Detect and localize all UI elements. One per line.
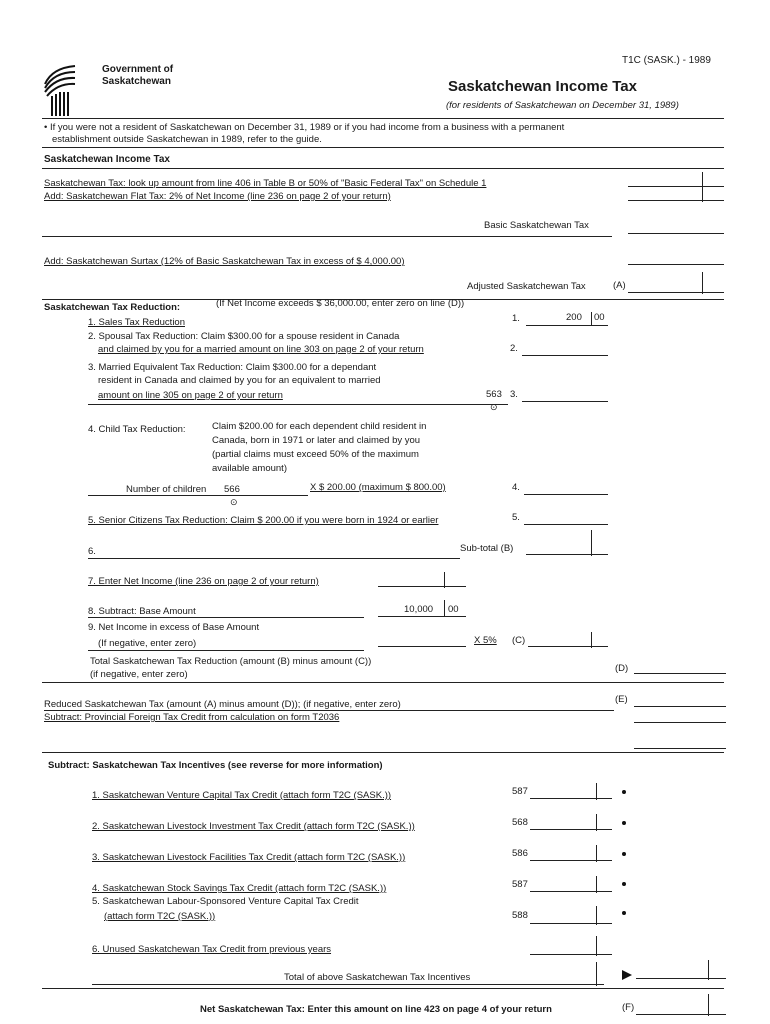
senior-reduction-num: 5. — [512, 512, 520, 523]
married-equivalent-line3: amount on line 305 on page 2 of your return — [98, 390, 283, 401]
base-amount-label: 8. Subtract: Base Amount — [88, 606, 196, 617]
cents-divider — [708, 960, 709, 980]
flat-tax-label: Add: Saskatchewan Flat Tax: 2% of Net Income (line 236 on page 2 of your return) — [44, 191, 391, 202]
tax-reduction-heading: Saskatchewan Tax Reduction: — [44, 302, 181, 313]
target-icon: ⊙ — [490, 402, 498, 412]
net-tax-label: Net Saskatchewan Tax: Enter this amount on line 423 on page 4 of your return — [200, 1004, 552, 1015]
surtax-field[interactable] — [628, 264, 724, 265]
incentive-livestock-investment-field[interactable] — [530, 829, 612, 830]
total-reduction-field[interactable] — [634, 673, 726, 674]
married-equivalent-num: 3. — [510, 389, 518, 400]
cents-divider — [591, 632, 592, 648]
incentive-venture-capital-label: 1. Saskatchewan Venture Capital Tax Credit (attach form T2C (SASK.)) — [92, 790, 392, 801]
cents-divider — [596, 814, 597, 831]
net-tax-field[interactable] — [636, 1014, 726, 1015]
cents-divider — [596, 906, 597, 925]
subtotal-b-field[interactable] — [526, 554, 608, 555]
married-equivalent-line1: 3. Married Equivalent Tax Reduction: Claim $300.00 for a dependant — [88, 362, 377, 373]
married-equivalent-field[interactable] — [522, 401, 608, 402]
sales-tax-reduction-label: 1. Sales Tax Reduction — [88, 317, 185, 328]
spousal-reduction-line1: 2. Spousal Tax Reduction: Claim $300.00 for a spouse resident in Canada — [88, 331, 400, 342]
cents-divider — [596, 936, 597, 956]
bullet-icon — [622, 852, 626, 856]
net-income-label: 7. Enter Net Income (line 236 on page 2 of your return) — [88, 576, 319, 587]
bullet-icon — [622, 882, 626, 886]
arrow-right-icon — [622, 970, 632, 980]
cents-divider — [444, 600, 445, 616]
sales-tax-reduction-field[interactable] — [526, 325, 608, 326]
sales-tax-reduction-num: 1. — [512, 313, 520, 324]
cents-divider — [596, 962, 597, 986]
net-income-field[interactable] — [378, 586, 466, 587]
unused-credit-field[interactable] — [530, 954, 612, 955]
spousal-reduction-line2: and claimed by you for a married amount on line 303 on page 2 of your return — [98, 344, 424, 355]
section-income-tax-heading: Saskatchewan Income Tax — [44, 154, 170, 165]
spousal-reduction-field[interactable] — [522, 355, 608, 356]
bullet-icon — [622, 790, 626, 794]
unused-credit-label: 6. Unused Saskatchewan Tax Credit from previous years — [92, 944, 332, 955]
reduced-tax-label: Reduced Saskatchewan Tax (amount (A) minus amount (D)); (if negative, enter zero) — [44, 699, 401, 710]
child-reduction-label: 4. Child Tax Reduction: — [88, 424, 186, 435]
cents-divider — [702, 172, 703, 202]
target-icon: ⊙ — [230, 497, 238, 507]
bullet-icon — [622, 911, 626, 915]
excess-income-field[interactable] — [378, 646, 466, 647]
total-reduction-line2: (if negative, enter zero) — [90, 669, 188, 680]
basic-tax-label: Basic Saskatchewan Tax — [484, 220, 589, 231]
incentive-venture-capital-field[interactable] — [530, 798, 612, 799]
form-title: Saskatchewan Income Tax — [448, 78, 637, 95]
residency-notice-line1: • If you were not a resident of Saskatchewan on December 31, 1989 or if you had income from a business with a permanent — [44, 122, 565, 133]
base-amount-dollars: 10,000 — [404, 604, 434, 615]
flat-tax-field[interactable] — [628, 200, 724, 201]
number-of-children-field[interactable] — [88, 495, 308, 496]
incentive-labour-sponsored-field[interactable] — [530, 923, 612, 924]
total-incentives-rule — [92, 984, 604, 985]
reduced-tax-field[interactable] — [634, 706, 726, 707]
incentive-labour-sponsored-code: 588 — [512, 910, 528, 921]
government-name-line2: Saskatchewan — [102, 76, 171, 87]
surtax-label: Add: Saskatchewan Surtax (12% of Basic Saskatchewan Tax in excess of $ 4,000.00) — [44, 256, 405, 267]
excess-code-c: (C) — [512, 635, 526, 646]
base-amount-cents: 00 — [448, 604, 459, 615]
child-reduction-line2: Canada, born in 1971 or later and claimed by you — [212, 435, 421, 446]
base-amount-rule — [88, 617, 364, 618]
excess-rate: X 5% — [474, 635, 497, 646]
form-code: T1C (SASK.) - 1989 — [622, 55, 711, 66]
total-incentives-label: Total of above Saskatchewan Tax Incentives — [284, 972, 471, 983]
cents-divider — [596, 876, 597, 893]
excess-c-field[interactable] — [528, 646, 608, 647]
saskatchewan-wheat-logo-icon — [42, 62, 78, 118]
incentive-labour-sponsored-line1: 5. Saskatchewan Labour-Sponsored Venture Capital Tax Credit — [92, 896, 359, 907]
incentive-livestock-facilities-code: 586 — [512, 848, 528, 859]
married-equivalent-code: 563 — [486, 389, 502, 400]
incentive-livestock-facilities-field[interactable] — [530, 860, 612, 861]
incentive-livestock-facilities-label: 3. Saskatchewan Livestock Facilities Tax Credit (attach form T2C (SASK.)) — [92, 852, 406, 863]
incentive-livestock-investment-label: 2. Saskatchewan Livestock Investment Tax Credit (attach form T2C (SASK.)) — [92, 821, 415, 832]
child-reduction-field[interactable] — [524, 494, 608, 495]
excess-income-line1: 9. Net Income in excess of Base Amount — [88, 622, 260, 633]
incentive-stock-savings-field[interactable] — [530, 891, 612, 892]
cents-divider — [702, 272, 703, 294]
children-calculation: X $ 200.00 (maximum $ 800.00) — [310, 482, 446, 493]
reduced-tax-code-e: (E) — [615, 694, 628, 705]
spousal-reduction-num: 2. — [510, 343, 518, 354]
child-reduction-line3: (partial claims must exceed 50% of the maximum — [212, 449, 419, 460]
saskatchewan-tax-label: Saskatchewan Tax: look up amount from line 406 in Table B or 50% of "Basic Federal Tax" on Schedule 1 — [44, 178, 487, 189]
subtotal-b-label: Sub-total (B) — [460, 543, 514, 554]
total-reduction-code-d: (D) — [615, 663, 629, 674]
senior-reduction-field[interactable] — [524, 524, 608, 525]
foreign-credit-field[interactable] — [634, 722, 726, 723]
section-income-tax-rule — [42, 168, 724, 169]
foreign-credit-label: Subtract: Provincial Foreign Tax Credit from calculation on form T2036 — [44, 712, 340, 723]
child-reduction-line1: Claim $200.00 for each dependent child resident in — [212, 421, 427, 432]
number-of-children-label: Number of children — [126, 484, 207, 495]
reduced-tax-rule — [44, 710, 614, 711]
bullet-icon — [622, 821, 626, 825]
child-reduction-line4: available amount) — [212, 463, 287, 474]
excess-income-line2: (If negative, enter zero) — [98, 638, 197, 649]
net-tax-code-f: (F) — [622, 1002, 635, 1013]
adjusted-tax-field[interactable] — [628, 292, 724, 293]
government-name-line1: Government of — [102, 64, 174, 75]
saskatchewan-tax-field[interactable] — [628, 186, 724, 187]
section-incentives-rule — [42, 752, 724, 753]
header-rule — [42, 118, 724, 119]
total-reduction-rule — [42, 682, 724, 683]
incentive-livestock-investment-code: 568 — [512, 817, 528, 828]
cents-divider — [591, 312, 592, 326]
tax-reduction-note: (If Net Income exceeds $ 36,000.00, enter zero on line (D)) — [216, 298, 465, 309]
incentive-stock-savings-code: 587 — [512, 879, 528, 890]
cents-divider — [708, 994, 709, 1016]
line-6-label: 6. — [88, 546, 96, 557]
sales-tax-reduction-dollars: 200 — [566, 312, 582, 323]
cents-divider — [596, 783, 597, 800]
child-reduction-num: 4. — [512, 482, 520, 493]
net-tax-top-rule — [42, 988, 724, 989]
excess-income-rule — [88, 650, 364, 651]
married-equivalent-rule — [88, 404, 508, 405]
incentives-heading: Subtract: Saskatchewan Tax Incentives (see reverse for more information) — [48, 760, 383, 771]
line-6-rule — [88, 558, 460, 559]
basic-tax-rule — [42, 236, 612, 237]
foreign-credit-field-2[interactable] — [634, 748, 726, 749]
cents-divider — [596, 845, 597, 862]
incentive-stock-savings-label: 4. Saskatchewan Stock Savings Tax Credit (attach form T2C (SASK.)) — [92, 883, 387, 894]
incentive-labour-sponsored-line2: (attach form T2C (SASK.)) — [104, 911, 216, 922]
incentive-venture-capital-code: 587 — [512, 786, 528, 797]
notice-rule — [42, 147, 724, 148]
adjusted-tax-code: (A) — [613, 280, 626, 291]
married-equivalent-line2: resident in Canada and claimed by you for an equivalent to married — [98, 375, 381, 386]
senior-reduction-label: 5. Senior Citizens Tax Reduction: Claim $ 200.00 if you were born in 1924 or earlier — [88, 515, 439, 526]
total-reduction-line1: Total Saskatchewan Tax Reduction (amount (B) minus amount (C)) — [90, 656, 372, 667]
residency-notice-line2: establishment outside Saskatchewan in 1989, refer to the guide. — [52, 134, 322, 145]
cents-divider — [444, 572, 445, 588]
adjusted-tax-label: Adjusted Saskatchewan Tax — [467, 281, 586, 292]
number-of-children-code: 566 — [224, 484, 240, 495]
form-subtitle: (for residents of Saskatchewan on December 31, 1989) — [446, 100, 679, 111]
total-incentives-field[interactable] — [636, 978, 726, 979]
base-amount-field — [378, 616, 466, 617]
sales-tax-reduction-cents: 00 — [594, 312, 605, 323]
cents-divider — [591, 530, 592, 556]
basic-tax-field[interactable] — [628, 233, 724, 234]
